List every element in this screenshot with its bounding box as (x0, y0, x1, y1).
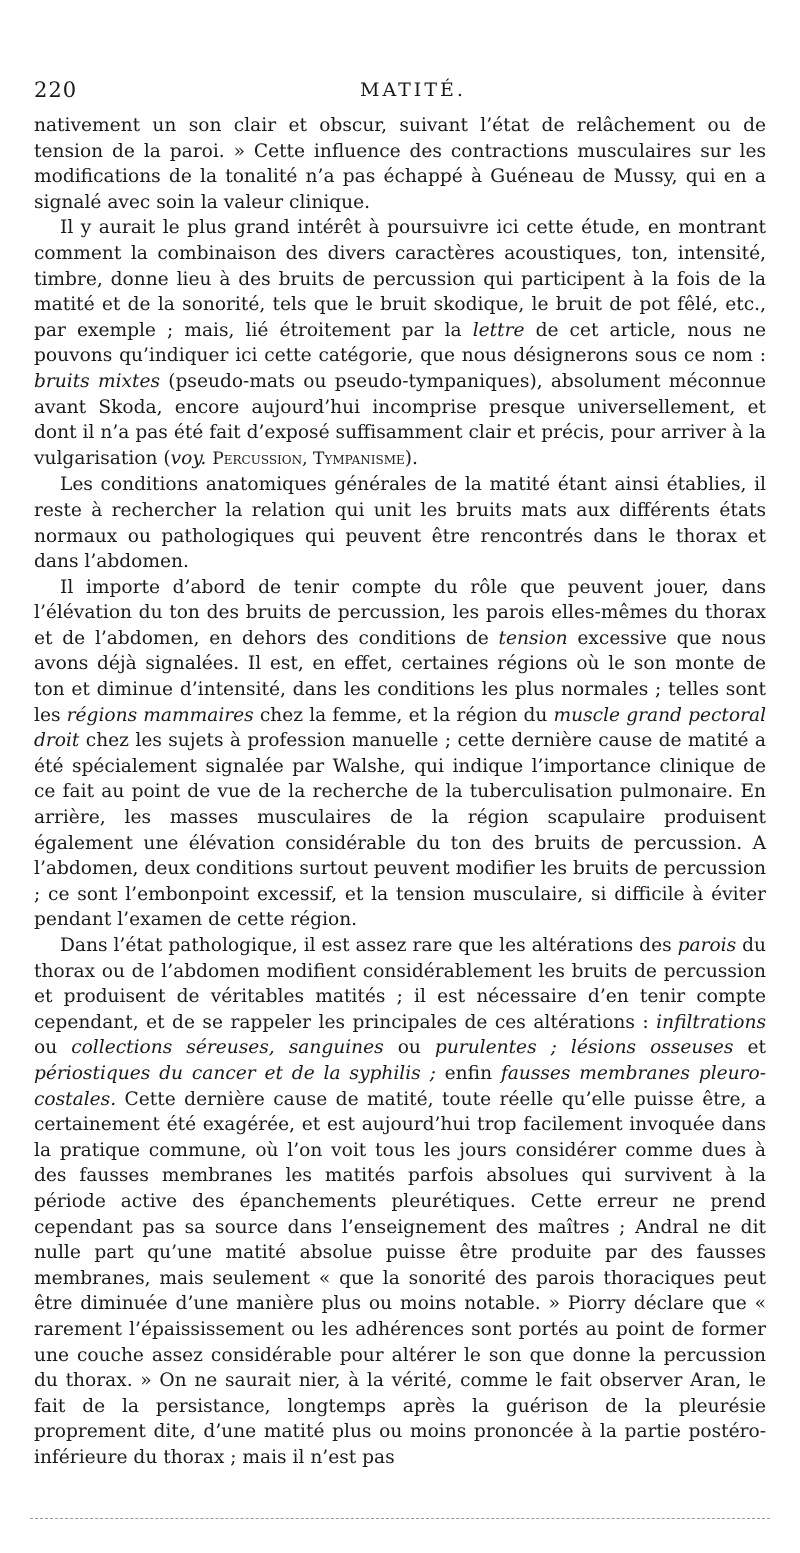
body-text (34, 113, 766, 1470)
text-run: ou (34, 1037, 72, 1059)
paragraph (34, 215, 766, 472)
paragraph (34, 113, 766, 215)
page-number: 220 (34, 78, 78, 102)
text-run: Il y aurait le plus grand intérêt à poursuivre ici cette étude, en montrant comment la combinaison des divers caractères acoustiques, ton, intensité, timbre, donne lieu à des bruits de percussion qui participent à la fois de la matité et de la sonorité, tels que le bruit skodique, le bruit de pot fêlé, etc., par exemple ; mais, lié étroitement par la (34, 217, 766, 341)
italic-phrase: parois (677, 935, 737, 956)
text-run: enfin (435, 1062, 501, 1084)
running-title: MATITÉ. (360, 79, 466, 101)
text-run: chez la femme, et la région du (253, 704, 554, 726)
text-run: nativement un son clair et obscur, suivant l’état de relâchement ou de tension de la paroi. » Cette influence des contractions musculaires sur les modifications de la tonalité n’a pas échappé à Guéneau de Mussy, qui en a signalé avec soin la valeur clinique. (34, 115, 766, 213)
text-run: (pseudo-mats ou pseudo-tympaniques), absolument méconnue avant Skoda, encore aujourd’hui incomprise presque universellement, et dont il n’a pas été fait d’exposé suffisamment clair et précis, pour arriver à la vulgarisation ( (34, 370, 766, 469)
text-run: ). (404, 447, 418, 469)
italic-phrase: bruits mixtes (34, 370, 161, 392)
italic-phrase: muscle grand pectoral droit (34, 704, 767, 752)
text-run: Il importe d’abord de tenir compte du rôle que peuvent jouer, dans l’élévation du ton des bruits de percussion, les parois elles-mêmes du thorax et de l’abdomen, en dehors des conditions de (34, 576, 766, 649)
text-run: et (733, 1037, 766, 1059)
footer-rule (30, 1518, 770, 1519)
italic-phrase: régions mammaires (66, 704, 254, 726)
italic-phrase: fausses membranes pleuro-costales. (34, 1062, 766, 1110)
italic-phrase: tension (498, 627, 568, 649)
italic-phrase: voy. (170, 447, 207, 469)
paragraph (34, 472, 766, 574)
italic-phrase: lettre (472, 319, 525, 341)
text-run: excessive que nous avons déjà signalées. Il est, en effet, certaines régions où le son monte de ton et diminue d’intensité, dans les conditions les plus normales ; telles sont les (34, 627, 767, 726)
italic-phrase: collections séreuses, sanguines (71, 1037, 384, 1059)
text-run: du thorax ou de l’abdomen modifient considérablement les bruits de percussion et produisent de véritables matités ; il est nécessaire d’en tenir compte cependant, et de se rappeler les principales de ces altérations : (34, 935, 766, 1033)
text-run: chez les sujets à profession manuelle ; cette dernière cause de matité a été spécialement signalée par Walshe, qui indique l’importance clinique de ce fait au point de vue de la recherche de la tuberculisation pulmonaire. En arrière, les masses musculaires de la région scapulaire produisent également une élévation considérable du ton des bruits de percussion. A l’abdomen, deux conditions surtout peuvent modifier les bruits de percussion ; ce sont l’embonpoint excessif, et la tension musculaire, si difficile à éviter pendant l’examen de cette région. (34, 730, 766, 931)
paragraph (34, 933, 766, 1470)
italic-phrase: infiltrations (656, 1011, 766, 1033)
small-caps-reference: Percussion, Tympanisme (212, 448, 405, 469)
text-run: Dans l’état pathologique, il est assez rare que les altérations des (60, 935, 678, 956)
italic-phrase: purulentes ; lésions osseuses (434, 1037, 734, 1059)
running-head (30, 78, 768, 108)
text-run: Cette dernière cause de matité, toute réelle qu’elle puisse être, a certainement été exagérée, et est aujourd’hui trop facilement invoquée dans la pratique commune, où l’on voit tous les jours considérer comme dues à des fausses membranes les matités parfois absolues qui survivent à la période active des épanchements pleurétiques. Cette erreur ne prend cependant pas sa source dans l’enseignement des maîtres ; Andral ne dit nulle part qu’une matité absolue puisse être produite par des fausses membranes, mais seulement « que la sonorité des parois thoraciques peut être diminuée d’une manière plus ou moins notable. » Piorry déclare que « rarement l’épaississement ou les adhérences sont portés au point de former une couche assez considérable pour altérer le son que donne la percussion du thorax. » On ne saurait nier, à la vérité, comme le fait observer Aran, le fait de la persistance, longtemps après la guérison de la pleurésie proprement dite, d’une matité plus ou moins prononcée à la partie postéro-inférieure du thorax ; mais il n’est pas (34, 1088, 766, 1468)
paragraph (34, 575, 766, 933)
text-run: Les conditions anatomiques générales de la matité étant ainsi établies, il reste à rechercher la relation qui unit les bruits mats aux différents états normaux ou pathologiques qui peuvent être rencontrés dans le thorax et dans l’abdomen. (34, 474, 766, 573)
text-run: de cet article, nous ne pouvons qu’indiquer ici cette catégorie, que nous désignerons sous ce nom : (34, 319, 766, 367)
italic-phrase: périostiques du cancer et de la syphilis ; (34, 1062, 436, 1084)
text-run: ou (383, 1037, 435, 1059)
